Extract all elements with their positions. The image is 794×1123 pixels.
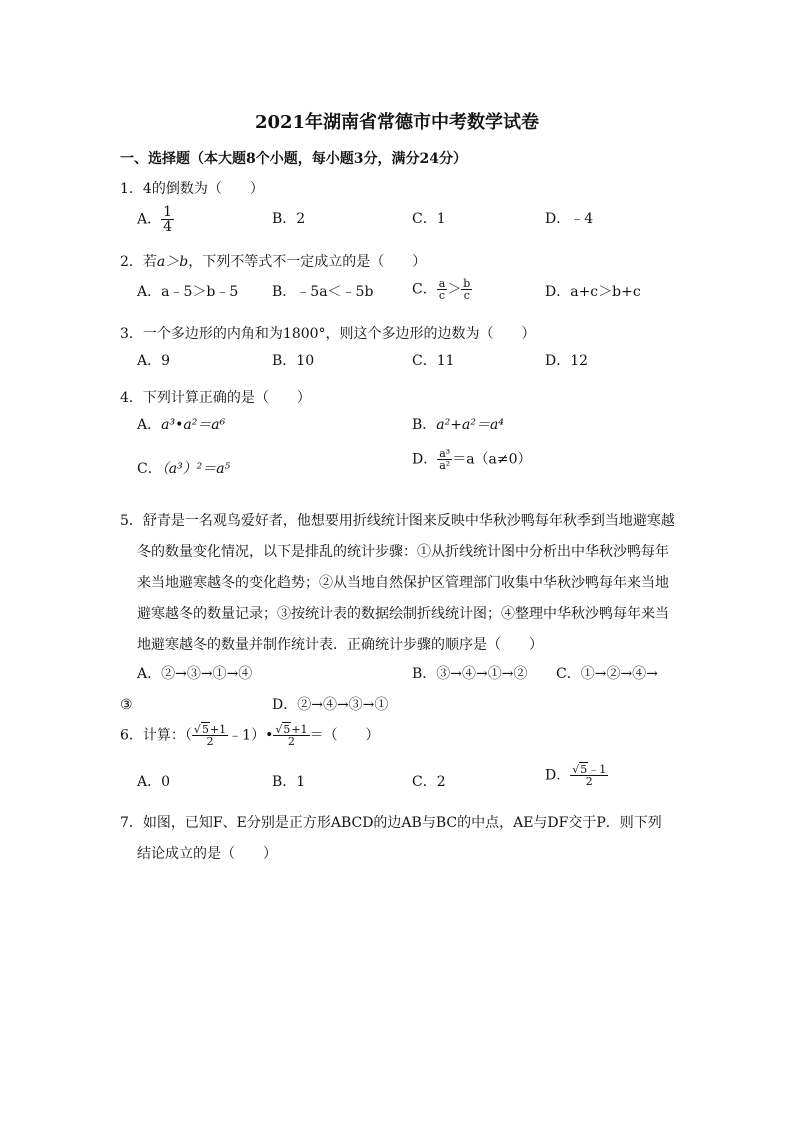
q6-fraction-1: $\frac{√5+1}{2}$ <box>193 723 227 748</box>
question-5-line-4: 避寒越冬的数量记录；③按统计表的数据绘制折线统计图；④整理中华秋沙鸭每年来当 <box>137 606 669 622</box>
question-5-line-5: 地避寒越冬的数量并制作统计表．正确统计步骤的顺序是（ ） <box>137 637 543 653</box>
question-5-line-3: 来当地避寒越冬的变化趋势；②从当地自然保护区管理部门收集中华秋沙鸭每年来当地 <box>137 575 669 591</box>
q3-option-b: B．10 <box>272 353 315 369</box>
q6-option-a: A．0 <box>137 774 171 790</box>
q6-option-c: C．2 <box>412 774 446 790</box>
q5-option-d: D．②→④→③→① <box>272 697 389 713</box>
q2-option-d: D．a+c＞b+c <box>545 284 641 300</box>
question-6-stem: 6．计算：（ $\frac{√5+1}{2}$ ﹣1）• $\frac{√5+1}{2}$ ＝（ ） <box>120 723 380 748</box>
question-1-stem: 1．4的倒数为（ ） <box>120 181 264 197</box>
question-4-stem: 4．下列计算正确的是（ ） <box>120 390 311 406</box>
q5-option-c: C．①→②→④→ <box>556 666 658 682</box>
q2-option-b: B．﹣5a＜﹣5b <box>272 284 374 300</box>
question-2-stem: 2．若a＞b，下列不等式不一定成立的是（ ） <box>120 254 427 270</box>
q3-option-d: D．12 <box>545 353 589 369</box>
section-heading: 一、选择题（本大题8个小题，每小题3分，满分24分） <box>120 151 467 167</box>
question-5-line-2: 冬的数量变化情况，以下是排乱的统计步骤：①从折线统计图中分析出中华秋沙鸭每年 <box>137 544 669 560</box>
q1-option-c: C．1 <box>412 211 446 227</box>
q6-option-b: B．1 <box>272 774 306 790</box>
page-title: 2021年湖南省常德市中考数学试卷 <box>254 112 540 133</box>
q4-option-a: A．a³•a²＝a⁶ <box>137 417 226 433</box>
q6-fraction-2: $\frac{√5+1}{2}$ <box>275 723 308 748</box>
question-5-line-1: 5．舒青是一名观鸟爱好者，他想要用折线统计图来反映中华秋沙鸭每年秋季到当地避寒越 <box>120 513 675 529</box>
q3-option-c: C．11 <box>412 353 455 369</box>
q1-option-d: D．﹣4 <box>545 211 594 227</box>
q4-option-b: B．a²+a²＝a⁴ <box>412 417 504 433</box>
q2-option-c: C． $\frac{a}{c}$ ＞ $\frac{b}{c}$ <box>412 277 471 302</box>
q5-option-c-continued: ③ <box>120 697 133 713</box>
q5-option-b: B．③→④→①→② <box>412 666 528 682</box>
q1-a-fraction: $\frac{1}{4}$ <box>163 204 173 235</box>
q5-option-a: A．②→③→①→④ <box>137 666 253 682</box>
q2-option-a: A．a﹣5＞b﹣5 <box>137 284 239 300</box>
q4-option-d: D． $\frac{\text{a³}}{\text{a²}}$ ＝a（a≠0） <box>412 447 532 472</box>
q6-option-d: D． $\frac{√5﹣1}{2}$ <box>545 763 607 788</box>
q4-option-c: C．（a³）²＝a⁵ <box>137 461 231 477</box>
q1-option-a: A． $\frac{1}{4}$ <box>137 204 173 235</box>
question-7-line-1: 7．如图，已知F、E分别是正方形ABCD的边AB与BC的中点，AE与DF交于P．则下列 <box>120 815 662 831</box>
question-7-line-2: 结论成立的是（ ） <box>137 846 277 862</box>
q1-option-b: B．2 <box>272 211 306 227</box>
question-3-stem: 3．一个多边形的内角和为1800°，则这个多边形的边数为（ ） <box>120 326 536 342</box>
q3-option-a: A．9 <box>137 353 171 369</box>
